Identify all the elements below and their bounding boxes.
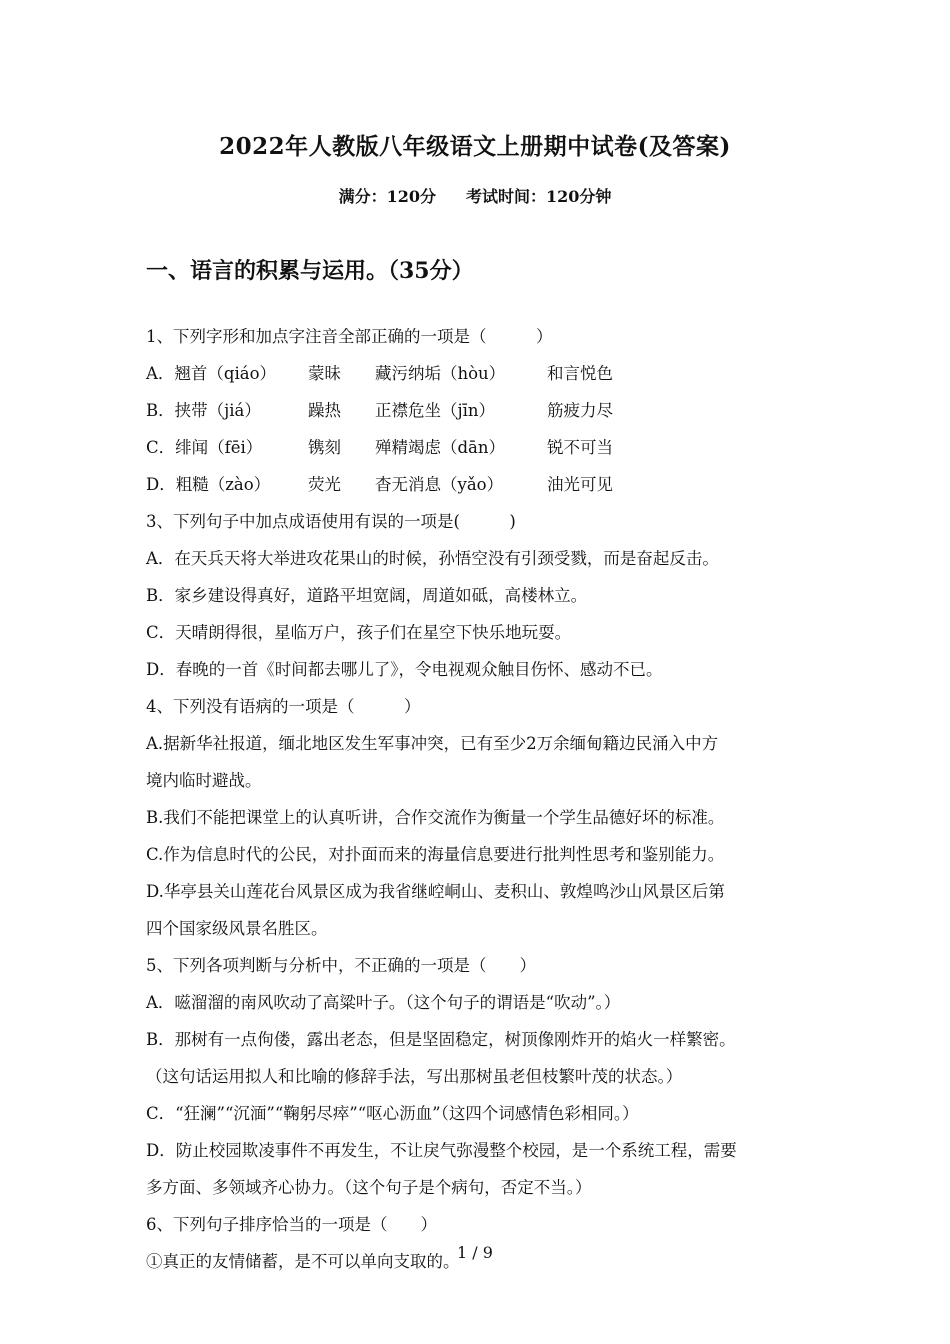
option-cell: 锐不可当 <box>547 438 613 457</box>
option-cell: 荧光 <box>308 475 341 494</box>
page-number: 1 / 9 <box>457 1243 493 1262</box>
option-cell: 筋疲力尽 <box>547 401 613 420</box>
question-3-option-a: A．在天兵天将大举进攻花果山的时候，孙悟空没有引颈受戮，而是奋起反击。 <box>146 549 719 568</box>
question-6-stem: 6、下列句子排序恰当的一项是（ ） <box>146 1215 437 1234</box>
option-cell: 正襟危坐（jīn） <box>375 401 496 420</box>
option-cell: 藏污纳垢（hòu） <box>375 364 506 383</box>
question-4-option-b: B.我们不能把课堂上的认真听讲，合作交流作为衡量一个学生品德好坏的标准。 <box>146 808 725 827</box>
question-3-option-b: B．家乡建设得真好，道路平坦宽阔，周道如砥，高楼林立。 <box>146 586 588 605</box>
option-cell: 杳无消息（yǎo） <box>375 475 504 494</box>
question-1-option-d <box>146 466 816 503</box>
option-cell: 躁热 <box>308 401 341 420</box>
option-cell: 和言悦色 <box>547 364 613 383</box>
question-5-option-b-cont: （这句话运用拟人和比喻的修辞手法，写出那树虽老但枝繁叶茂的状态。） <box>146 1067 683 1086</box>
question-4-stem: 4、下列没有语病的一项是（ ） <box>146 697 421 716</box>
question-4-option-d-cont: 四个国家级风景名胜区。 <box>146 919 328 938</box>
question-4-option-d: D.华亭县关山莲花台风景区成为我省继崆峒山、麦积山、敦煌鸣沙山风景区后第 <box>146 882 725 901</box>
option-cell: A．翘首（qiáo） <box>146 364 277 383</box>
exam-info <box>0 184 950 207</box>
question-1-option-c <box>146 429 816 466</box>
option-cell: 蒙昧 <box>308 364 341 383</box>
question-3-option-d: D．春晚的一首《时间都去哪儿了》，令电视观众触目伤怀、感动不已。 <box>146 660 663 679</box>
question-5-option-d: D．防止校园欺凌事件不再发生，不让戾气弥漫整个校园，是一个系统工程，需要 <box>146 1141 737 1160</box>
option-cell: C．绯闻（fēi） <box>146 438 263 457</box>
option-cell: 油光可见 <box>547 475 613 494</box>
question-4-option-c: C.作为信息时代的公民，对扑面而来的海量信息要进行批判性思考和鉴别能力。 <box>146 845 725 864</box>
option-cell: B．挟带（jiá） <box>146 401 261 420</box>
question-1-option-b <box>146 392 816 429</box>
option-cell: D．粗糙（zào） <box>146 475 271 494</box>
question-list <box>146 318 816 1280</box>
full-score: 满分：120分 <box>338 187 436 206</box>
question-4-option-a: A.据新华社报道，缅北地区发生军事冲突，已有至少2万余缅甸籍边民涌入中方 <box>146 734 719 753</box>
question-3-option-c: C．天晴朗得很，星临万户，孩子们在星空下快乐地玩耍。 <box>146 623 572 642</box>
question-5-option-d-cont: 多方面、多领域齐心协力。（这个句子是个病句，否定不当。） <box>146 1178 592 1197</box>
question-6-sentence-1: ①真正的友情储蓄，是不可以单向支取的。 <box>146 1252 460 1271</box>
option-cell: 殚精竭虑（dān） <box>375 438 506 457</box>
question-5-option-c: C．“狂澜”“沉湎”“鞠躬尽瘁”“呕心沥血”（这四个词感情色彩相同。） <box>146 1104 639 1123</box>
exam-time: 考试时间：120分钟 <box>466 187 612 206</box>
question-3-stem: 3、下列句子中加点成语使用有误的一项是( ) <box>146 512 516 531</box>
question-4-option-a-cont: 境内临时避战。 <box>146 771 262 790</box>
page-title: 2022年人教版八年级语文上册期中试卷(及答案) <box>219 133 731 160</box>
question-1-option-a <box>146 355 816 392</box>
question-5-option-b: B．那树有一点佝偻，露出老态，但是坚固稳定，树顶像刚炸开的焰火一样繁密。 <box>146 1030 736 1049</box>
question-5-option-a: A．嗞溜溜的南风吹动了高粱叶子。（这个句子的谓语是“吹动”。） <box>146 993 621 1012</box>
question-1-stem: 1、下列字形和加点字注音全部正确的一项是（ ） <box>146 327 553 346</box>
option-cell: 镌刻 <box>308 438 341 457</box>
question-5-stem: 5、下列各项判断与分析中，不正确的一项是（ ） <box>146 956 536 975</box>
section-heading: 一、语言的积累与运用。（35分） <box>146 258 474 284</box>
